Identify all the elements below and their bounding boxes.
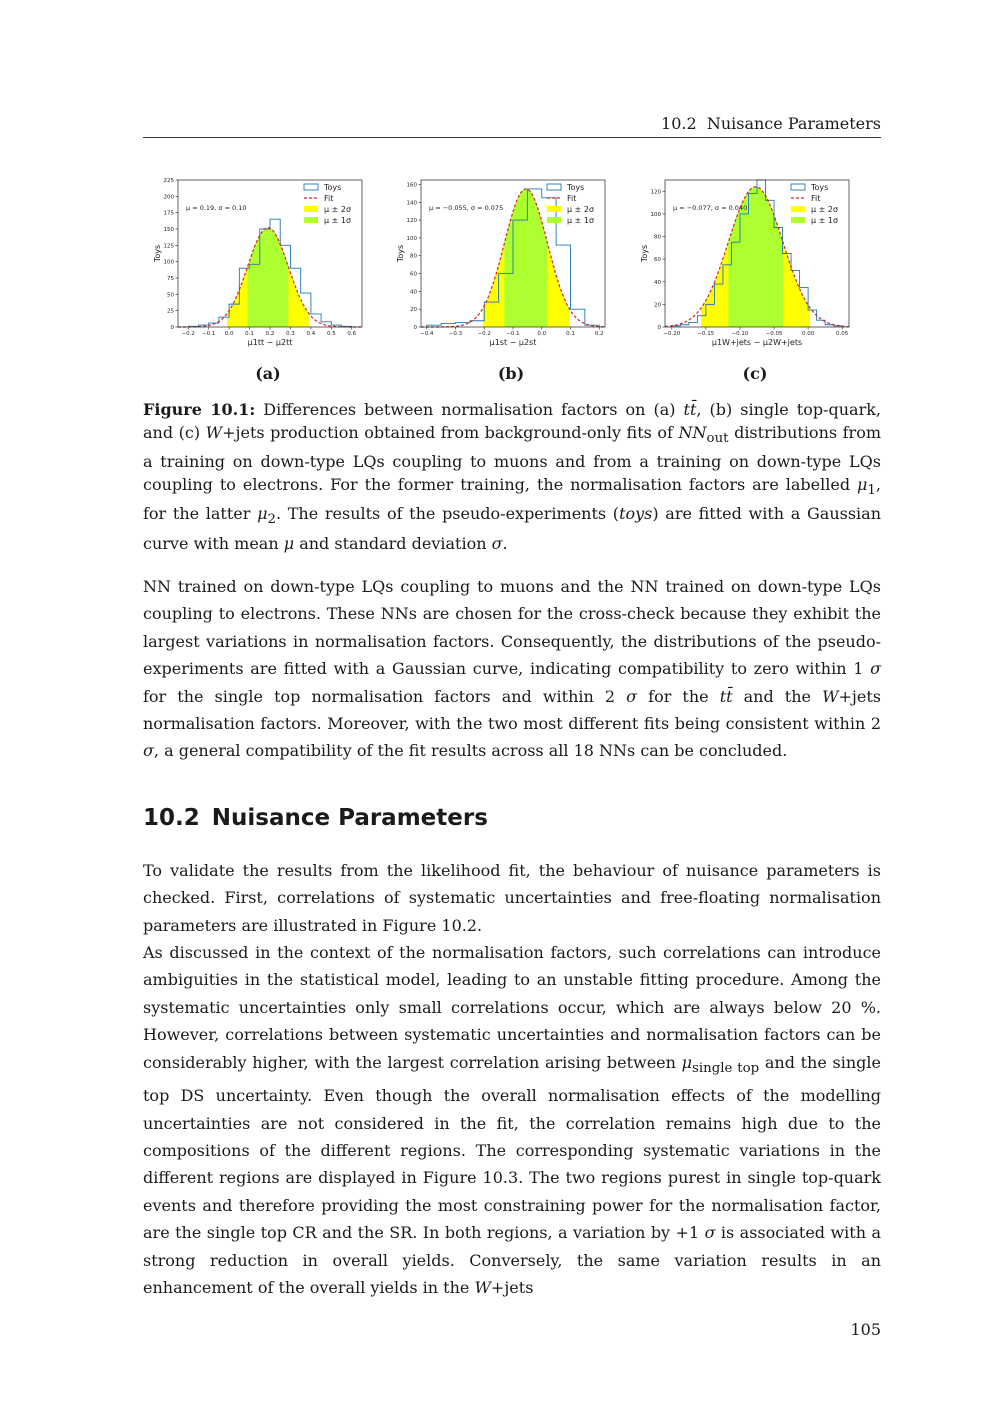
legend-band2-swatch <box>791 206 805 212</box>
x-tick-label: −0.05 <box>765 331 783 337</box>
caption-mu1: μ <box>857 475 868 495</box>
caption-toys: toys <box>619 504 653 524</box>
x-tick-label: 0.0 <box>537 331 547 337</box>
legend-toys-label: Toys <box>324 183 342 192</box>
histogram-c <box>637 172 867 352</box>
caption-nn-sub: out <box>706 431 729 447</box>
paragraph-text: As discussed in the context of the normalisation factors, such correlations can introduce ambiguities in the statistical model, leading to an unstable fitting procedure. Among the systematic uncertainties only small correlations occur, which are always below 20 %. However, correlations between systematic uncertainties and normalisation factors can be considerably higher, with the largest correlation arising between <box>143 943 881 1072</box>
mu-subscript: single top <box>692 1060 760 1076</box>
paragraph-2: To validate the results from the likelihood fit, the behaviour of nuisance parameters is checked. First, correlations of systematic uncertainties and free-floating normalisation parameters are illustrated in Figure 10.2. <box>143 861 881 935</box>
y-tick-label: 140 <box>406 200 417 207</box>
w-symbol: W <box>822 686 839 706</box>
y-tick-label: 100 <box>406 235 417 242</box>
caption-text: , for the latter <box>143 475 881 524</box>
paragraph-text: for the <box>637 686 720 706</box>
sigma-symbol: σ <box>870 659 881 679</box>
legend-fit-label: Fit <box>567 194 577 203</box>
sublabel-c: (c) <box>742 364 768 383</box>
sigma-symbol: σ <box>704 1223 716 1243</box>
x-tick-label: 0.4 <box>306 331 316 337</box>
histogram-a <box>150 172 380 352</box>
sublabel-b: (b) <box>497 364 525 383</box>
y-axis-label: Toys <box>153 244 162 263</box>
y-tick-label: 80 <box>654 234 661 241</box>
section-title: Nuisance Parameters <box>211 805 488 831</box>
legend-band1-swatch <box>304 217 318 223</box>
legend-band1-label: μ ± 1σ <box>811 216 839 225</box>
x-axis-label: μ1W+jets − μ2W+jets <box>711 338 803 347</box>
figure-b <box>393 172 623 352</box>
fit-annotation: μ = 0.19, σ = 0.10 <box>186 204 247 212</box>
y-axis-label: Toys <box>396 244 405 263</box>
x-tick-label: −0.2 <box>181 331 195 337</box>
x-tick-label: 0.00 <box>801 331 815 337</box>
x-tick-label: −0.20 <box>663 331 681 337</box>
y-tick-label: 100 <box>650 211 661 218</box>
x-tick-label: 0.3 <box>286 331 295 337</box>
y-tick-label: 0 <box>170 325 174 331</box>
y-tick-label: 20 <box>654 302 661 309</box>
legend-band2-swatch <box>304 206 318 212</box>
paragraph-text: +jets <box>490 1278 534 1298</box>
running-head-title: Nuisance Parameters <box>706 114 881 133</box>
ttbar-symbol: tt̄ <box>719 686 733 706</box>
legend-toys-swatch <box>304 184 318 190</box>
y-tick-label: 100 <box>163 259 174 266</box>
y-tick-label: 80 <box>410 253 417 260</box>
caption-text: distributions from a training on down-type LQs coupling to muons and from a training on down-type LQs coupling to electrons. For the former training, the normalisation factors are labelled <box>143 423 882 495</box>
section-number: 10.2 <box>143 805 200 831</box>
y-tick-label: 175 <box>163 210 174 217</box>
paragraph-text: and the single top DS uncertainty. Even though the overall normalisation effects of the modelling uncertainties are not considered in the fit, the correlation remains high due to the compositions of the different regions. The corresponding systematic variations in the different regions are displayed in Figure 10.3. The two regions purest in single top-quark events and therefore providing the most constraining power for the normalisation factor, are the single top CR and the SR. In both regions, a variation by +1 <box>143 1052 881 1243</box>
paragraph-text: for the single top normalisation factors and within 2 <box>143 686 627 706</box>
paragraph-text: and the <box>732 686 823 706</box>
y-tick-label: 75 <box>167 276 174 282</box>
mu-symbol: μ <box>681 1052 693 1072</box>
y-tick-label: 20 <box>410 307 417 314</box>
legend-band1-swatch <box>791 217 805 223</box>
histogram-b <box>393 172 623 352</box>
figure-c <box>637 172 867 352</box>
x-tick-label: −0.1 <box>201 331 216 337</box>
x-tick-label: −0.4 <box>420 331 434 337</box>
caption-ttbar: tt̄ <box>683 400 697 419</box>
caption-sigma: σ <box>491 533 503 553</box>
paragraph-text: +jets normalisation factors. Moreover, with the two most different fits being consistent within 2 <box>143 686 881 734</box>
y-tick-label: 150 <box>163 227 174 233</box>
figure-a <box>150 172 380 352</box>
x-tick-label: −0.2 <box>477 331 491 337</box>
w-symbol: W <box>474 1278 491 1298</box>
x-tick-label: −0.1 <box>506 331 520 337</box>
running-head <box>143 114 881 133</box>
x-tick-label: 0.1 <box>566 331 575 337</box>
sublabel-a: (a) <box>255 364 281 383</box>
x-tick-label: −0.15 <box>697 331 715 337</box>
header-rule <box>143 137 881 138</box>
x-tick-label: 0.0 <box>224 331 234 337</box>
legend-band2-label: μ ± 2σ <box>811 205 839 214</box>
y-tick-label: 60 <box>654 257 661 264</box>
y-tick-label: 160 <box>406 182 417 189</box>
paragraph-1 <box>143 573 881 765</box>
y-tick-label: 25 <box>167 308 174 315</box>
paragraph-text: , a general compatibility of the fit results across all 18 NNs can be concluded. <box>153 741 788 761</box>
legend-fit-label: Fit <box>324 194 334 203</box>
fit-annotation: μ = −0.055, σ = 0.075 <box>429 204 504 212</box>
x-tick-label: 0.2 <box>594 331 604 337</box>
y-tick-label: 120 <box>650 189 661 196</box>
y-tick-label: 225 <box>163 178 174 184</box>
y-tick-label: 40 <box>654 279 661 286</box>
y-tick-label: 120 <box>406 218 417 225</box>
legend-toys-label: Toys <box>567 183 585 192</box>
y-axis-label: Toys <box>640 244 649 263</box>
caption-text: +jets production obtained from background-only fits of <box>222 423 679 442</box>
legend-toys-swatch <box>547 184 561 190</box>
caption-text: Differences between normalisation factors on (a) <box>255 400 684 419</box>
caption-nn: NN <box>678 423 707 442</box>
sigma-symbol: σ <box>626 686 638 706</box>
x-axis-label: μ1tt − μ2tt <box>247 338 293 347</box>
caption-text: , (b) single top-quark, and (c) <box>143 400 882 442</box>
x-tick-label: −0.3 <box>448 331 463 337</box>
legend-band2-swatch <box>547 206 561 212</box>
legend-band1-swatch <box>547 217 561 223</box>
caption-mu2-sub: 2 <box>267 512 276 528</box>
paragraph-3 <box>143 939 881 1301</box>
caption-text: and standard deviation <box>294 533 492 553</box>
y-tick-label: 200 <box>163 194 174 201</box>
caption-mu1-sub: 1 <box>867 483 876 499</box>
paragraph-text: NN trained on down-type LQs coupling to muons and the NN trained on down-type LQs coupling to electrons. These NNs are chosen for the cross-check because they exhibit the largest variations in normalisation factors. Consequently, the distributions of the pseudo-experiments are fitted with a Gaussian curve, indicating compatibility to zero within 1 <box>143 577 881 679</box>
x-tick-label: −0.10 <box>731 331 749 337</box>
y-tick-label: 40 <box>410 289 417 296</box>
x-tick-label: 0.2 <box>265 331 275 337</box>
caption-text: . The results of the pseudo-experiments ( <box>275 504 620 524</box>
running-head-number: 10.2 <box>661 114 697 133</box>
x-tick-label: 0.05 <box>836 331 849 337</box>
section-heading <box>143 805 500 831</box>
caption-mu: μ <box>283 533 295 553</box>
legend-toys-label: Toys <box>811 183 829 192</box>
caption-text: ) are fitted with a Gaussian curve with mean <box>143 504 882 553</box>
x-tick-label: 0.1 <box>245 331 254 337</box>
page-number: 105 <box>850 1320 881 1339</box>
y-tick-label: 60 <box>410 271 417 278</box>
legend-toys-swatch <box>791 184 805 190</box>
x-axis-label: μ1st − μ2st <box>489 338 537 347</box>
y-tick-label: 125 <box>163 243 174 250</box>
caption-label: Figure 10.1: <box>143 400 256 419</box>
fit-annotation: μ = −0.077, σ = 0.040 <box>673 204 748 212</box>
paragraph-text: is associated with a strong reduction in overall yields. Conversely, the same variation results in an enhancement of the overall yields in the <box>143 1223 881 1298</box>
caption-mu2: μ <box>257 504 268 524</box>
band-1sigma <box>504 189 547 327</box>
figure-caption <box>143 398 881 555</box>
y-tick-label: 0 <box>657 325 661 331</box>
x-tick-label: 0.6 <box>347 331 357 337</box>
sigma-symbol: σ <box>143 741 154 761</box>
band-1sigma <box>248 228 289 327</box>
legend-fit-label: Fit <box>811 194 821 203</box>
legend-band1-label: μ ± 1σ <box>567 216 595 225</box>
caption-w: W <box>205 423 223 442</box>
legend-band1-label: μ ± 1σ <box>324 216 352 225</box>
legend-band2-label: μ ± 2σ <box>567 205 595 214</box>
y-tick-label: 0 <box>413 325 417 331</box>
x-tick-label: 0.5 <box>326 331 336 337</box>
y-tick-label: 50 <box>167 292 174 299</box>
caption-text: . <box>502 533 508 553</box>
legend-band2-label: μ ± 2σ <box>324 205 352 214</box>
